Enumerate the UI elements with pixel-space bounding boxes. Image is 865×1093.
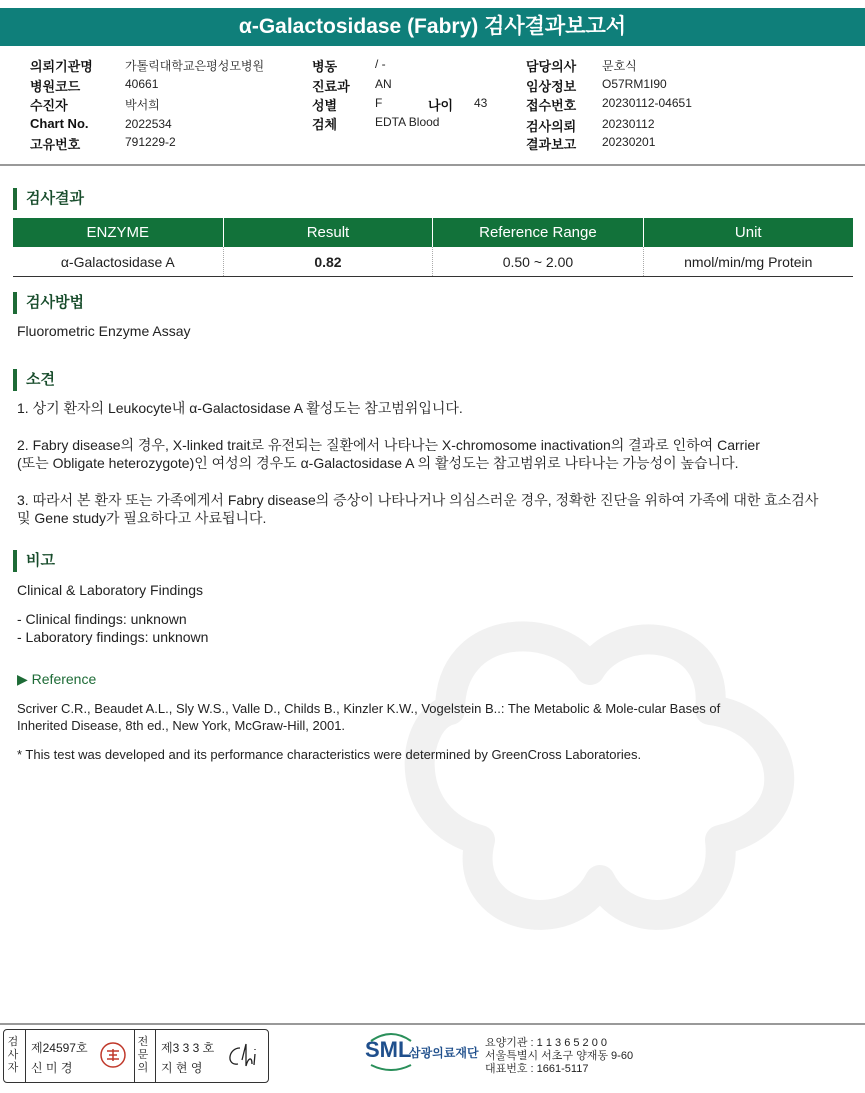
reference-line: Scriver C.R., Beaudet A.L., Sly W.S., Valle D., Childs B., Kinzler K.W., Vogelstein B..: The Metabolic & Mole-cular Bases of — [17, 701, 721, 716]
header-reference-range: Reference Range — [433, 218, 643, 247]
finding-2a: 2. Fabry disease의 경우, X-linked trait로 유전되는 질환에서 나타나는 X-chromosome inactivation의 결과로 인하여 Carrier — [17, 437, 760, 453]
org-name: 삼광의료재단 — [409, 1046, 479, 1060]
info-label: 임상정보 — [526, 79, 577, 94]
cell-result: 0.82 — [223, 247, 433, 277]
results-table — [13, 218, 853, 277]
table-header-row — [13, 218, 853, 247]
patient-info — [0, 52, 865, 164]
signature-icon — [222, 1040, 262, 1072]
sign-divider — [134, 1030, 135, 1082]
info-value: 가톨릭대학교은평성모병원 — [125, 59, 265, 73]
age-label: 나이 — [428, 98, 454, 113]
method-text: Fluorometric Enzyme Assay — [17, 323, 191, 339]
org-street: 서울특별시 서초구 양재동 9-60 — [485, 1050, 634, 1062]
sign-divider — [25, 1030, 26, 1082]
info-value: F — [375, 96, 383, 110]
info-label: 진료과 — [312, 79, 350, 94]
reference-line: Inherited Disease, 8th ed., New York, McGraw-Hill, 2001. — [17, 718, 346, 733]
org-code: 요양기관 : 1 1 3 6 5 2 0 0 — [485, 1037, 608, 1049]
signer1-name: 신 미 경 — [31, 1061, 73, 1075]
footer-divider — [0, 1023, 865, 1025]
info-value: 20230112 — [602, 117, 655, 131]
report-title: α-Galactosidase (Fabry) 검사결과보고서 — [0, 8, 865, 46]
info-value: / - — [375, 57, 386, 71]
signer2-license: 제3 3 3 호 — [161, 1041, 215, 1055]
info-value: 40661 — [125, 77, 159, 91]
age-value: 43 — [474, 96, 488, 110]
info-value: EDTA Blood — [375, 115, 440, 129]
remarks-heading: 비고 — [13, 550, 55, 572]
finding-3b: 및 Gene study가 필요하다고 사료됩니다. — [17, 510, 267, 526]
info-label: 병원코드 — [30, 79, 81, 94]
info-label: 검사의뢰 — [526, 119, 577, 134]
signer1-role-char: 자 — [7, 1062, 19, 1074]
header-result: Result — [223, 218, 433, 247]
info-label: Chart No. — [30, 116, 89, 131]
info-value: 박서희 — [125, 98, 160, 112]
findings-heading: 소견 — [13, 369, 55, 391]
signature-box — [3, 1029, 269, 1083]
finding-2b: (또는 Obligate heterozygote)인 여성의 경우도 α-Galactosidase A 의 활성도는 참고범위로 나타나는 가능성이 높습니다. — [17, 455, 739, 471]
info-label: 결과보고 — [526, 137, 577, 152]
signer2-role-char: 문 — [137, 1049, 149, 1061]
info-value: 20230112-04651 — [602, 96, 692, 110]
info-value: AN — [375, 77, 392, 91]
signer2-role-char: 전 — [137, 1036, 149, 1048]
signer1-license: 제24597호 — [31, 1041, 88, 1055]
remarks-line: - Clinical findings: unknown — [17, 611, 187, 627]
watermark-cross-icon — [390, 560, 850, 990]
info-value: 문호식 — [602, 59, 637, 73]
signer2-name: 지 현 영 — [161, 1061, 203, 1075]
sign-divider — [155, 1030, 156, 1082]
method-heading: 검사방법 — [13, 292, 84, 314]
finding-3a: 3. 따라서 본 환자 또는 가족에게서 Fabry disease의 증상이 나타나거나 의심스러운 경우, 정확한 진단을 위하여 가족에 대한 효소검사 — [17, 492, 819, 508]
table-row — [13, 247, 853, 277]
signer1-role-char: 검 — [7, 1036, 19, 1048]
info-label: 성별 — [312, 98, 338, 113]
info-value: O57RM1I90 — [602, 77, 667, 91]
results-heading: 검사결과 — [13, 188, 84, 210]
org-address — [485, 1037, 633, 1076]
signer1-role-char: 사 — [7, 1049, 19, 1061]
info-label: 병동 — [312, 59, 338, 74]
header-divider — [0, 164, 865, 166]
cell-enzyme: α-Galactosidase A — [13, 247, 223, 277]
info-label: 담당의사 — [526, 59, 577, 74]
info-value: 791229-2 — [125, 135, 176, 149]
seal-stamp-icon — [99, 1041, 127, 1069]
header-enzyme: ENZYME — [13, 218, 223, 247]
info-label: 의뢰기관명 — [30, 59, 93, 74]
header-unit: Unit — [643, 218, 853, 247]
info-value: 20230201 — [602, 135, 656, 149]
info-label: 수진자 — [30, 98, 68, 113]
finding-1: 1. 상기 환자의 Leukocyte내 α-Galactosidase A 활성도는 참고범위입니다. — [17, 400, 463, 416]
logo-text: SML — [365, 1037, 412, 1062]
remarks-title: Clinical & Laboratory Findings — [17, 582, 203, 598]
info-label: 검체 — [312, 117, 338, 132]
reference-heading: ▶ Reference — [17, 671, 97, 687]
logo-arc-icon — [367, 1031, 415, 1071]
org-phone: 대표번호 : 1661-5117 — [485, 1063, 589, 1075]
reference-note: * This test was developed and its performance characteristics were determined by GreenCross Laboratories. — [17, 747, 642, 762]
info-value: 2022534 — [125, 117, 172, 131]
info-label: 고유번호 — [30, 137, 81, 152]
remarks-line: - Laboratory findings: unknown — [17, 629, 209, 645]
cell-reference-range: 0.50 ~ 2.00 — [433, 247, 643, 277]
info-label: 접수번호 — [526, 98, 577, 113]
cell-unit: nmol/min/mg Protein — [643, 247, 853, 277]
signer2-role-char: 의 — [137, 1062, 149, 1074]
